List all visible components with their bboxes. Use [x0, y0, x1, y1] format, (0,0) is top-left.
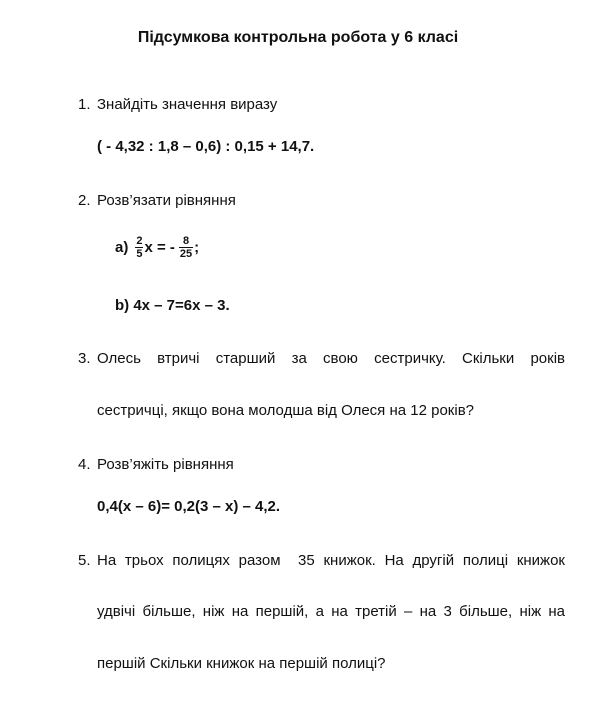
fraction-denominator: 5 — [136, 248, 143, 260]
task-1-expression: ( - 4,32 : 1,8 – 0,6) : 0,15 + 14,7. — [97, 138, 315, 155]
page-title: Підсумкова контрольна робота у 6 класі — [137, 29, 459, 46]
task-5-line-1: На трьох полицях разом 35 книжок. На другій полиці книжок — [97, 552, 565, 569]
task-2-a-label: a) — [115, 239, 129, 256]
fraction-numerator: 2 — [136, 235, 143, 247]
task-5-number: 5. — [78, 552, 91, 569]
task-1-number: 1. — [78, 96, 91, 113]
task-5-line-3: першій Скільки книжок на першій полиці? — [97, 655, 386, 672]
task-4-number: 4. — [78, 456, 91, 473]
fraction-8-25 — [179, 235, 193, 260]
task-3-line-2: сестричці, якщо вона молодша від Олеся на 12 років? — [97, 402, 475, 419]
task-4-text: Розв’яжіть рівняння — [97, 456, 234, 473]
fraction-numerator: 8 — [179, 235, 193, 248]
task-3-number: 3. — [78, 350, 91, 367]
fraction-2-5 — [135, 235, 143, 260]
task-2-a-middle: x = - — [144, 239, 175, 256]
task-2-text: Розв’язати рівняння — [97, 192, 236, 209]
task-2-equation-b: b) 4x – 7=6x – 3. — [115, 297, 230, 314]
task-2-a-end: ; — [194, 239, 200, 256]
task-4-expression: 0,4(x – 6)= 0,2(3 – x) – 4,2. — [97, 498, 281, 515]
task-5-line-2: удвічі більше, ніж на першій, а на третій – на 3 більше, ніж на — [97, 603, 565, 620]
task-2-number: 2. — [78, 192, 91, 209]
task-2-equation-a — [115, 235, 199, 260]
task-3-line-1: Олесь втричі старший за свою сестричку. Скільки років — [97, 350, 565, 367]
task-1-text: Знайдіть значення виразу — [97, 96, 278, 113]
fraction-denominator: 25 — [179, 248, 193, 260]
